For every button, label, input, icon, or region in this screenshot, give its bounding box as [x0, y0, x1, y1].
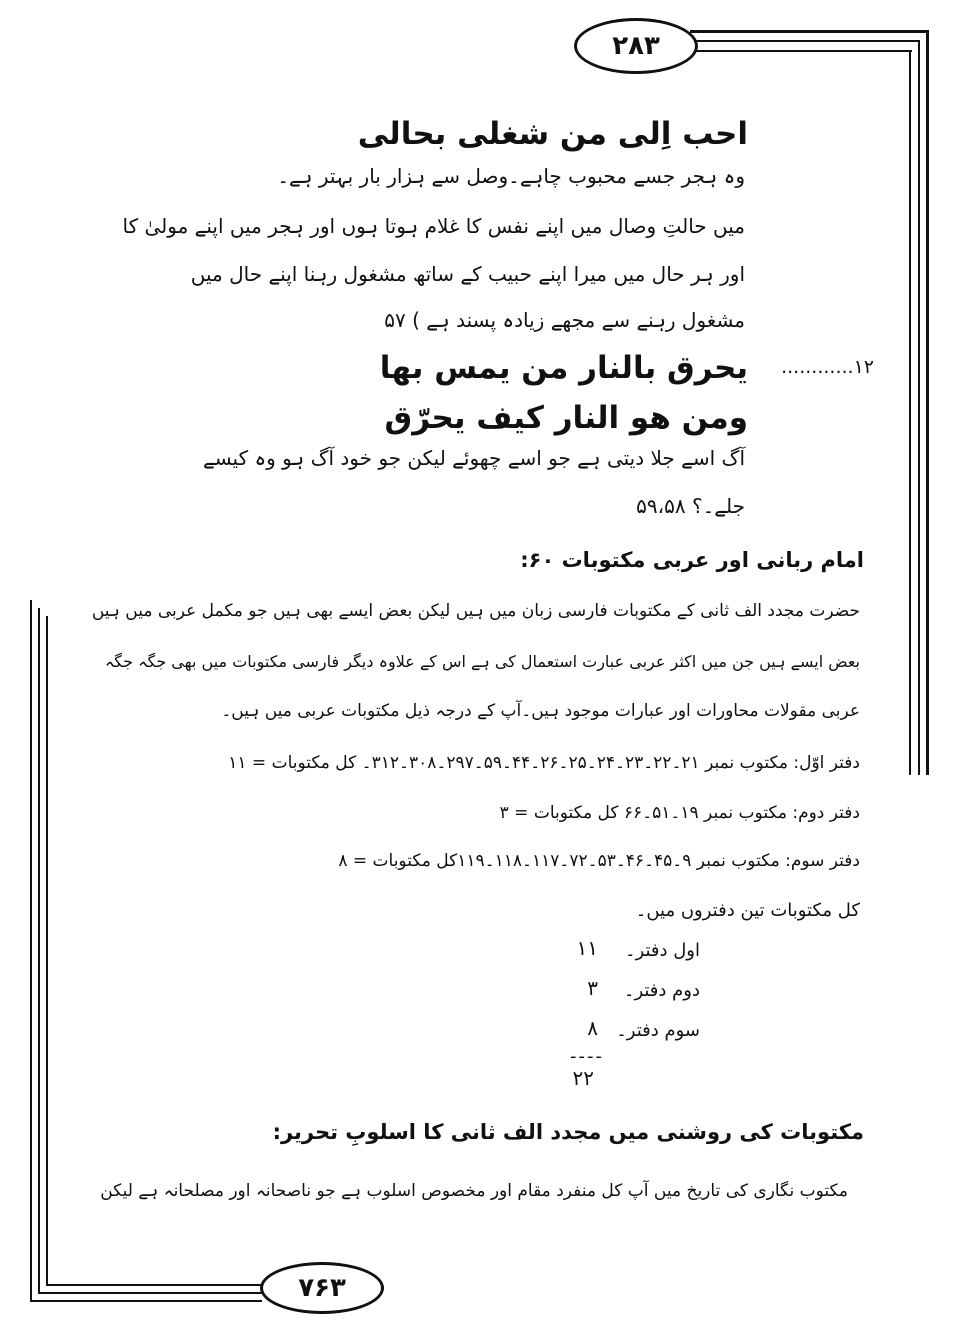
verse1-line: وہ ہجر جسے محبوب چاہے۔وصل سے ہزار بار بہتر ہے۔: [277, 164, 745, 188]
paragraph-line: حضرت مجدد الف ثانی کے مکتوبات فارسی زبان میں ہیں لیکن بعض ایسے بھی ہیں جو مکمل عربی میں ہیں: [91, 601, 860, 621]
verse1-line: مشغول رہنے سے مجھے زیادہ پسند ہے ) ۵۷: [384, 308, 745, 332]
frame-line: [918, 40, 920, 775]
verse2-arabic-line2: ومن ھو النار کیف یحرّق: [384, 400, 748, 436]
section-heading: مکتوبات کی روشنی میں مجدد الف ثانی کا اسلوبِ تحریر:: [272, 1120, 864, 1144]
verse1-line: میں حالتِ وصال میں اپنے نفس کا غلام ہوتا ہوں اور ہجر میں اپنے مولیٰ کا: [122, 214, 745, 238]
daftar-line: دفتر سوم: مکتوب نمبر ۹۔۴۵۔۴۶۔۵۳۔۷۲۔۱۱۷۔۱۱۸۔۱۱۹کل مکتوبات = ۸: [338, 851, 860, 871]
frame-line: [690, 30, 928, 33]
verse1-arabic: احب اِلی من شغلی بحالی: [357, 116, 748, 152]
daftar-line: دفتر دوم: مکتوب نمبر ۱۹۔۵۱۔۶۶ کل مکتوبات = ۳: [499, 803, 860, 823]
paragraph-line: مکتوب نگاری کی تاریخ میں آپ کل منفرد مقام اور مخصوص اسلوب ہے جو ناصحانہ اور مصلحانہ ہے لیکن: [100, 1181, 848, 1201]
frame-line: [926, 30, 929, 775]
frame-line: [690, 40, 920, 42]
page-number-bottom: ۷۶۳: [260, 1262, 384, 1314]
summary-intro: کل مکتوبات تین دفتروں میں۔: [635, 900, 860, 921]
summary-label: اول دفتر۔: [624, 940, 700, 961]
frame-line: [30, 1300, 262, 1302]
summary-count: ۱۱: [576, 936, 598, 960]
verse2-line: جلے۔؟ ۵۹،۵۸: [636, 494, 745, 518]
frame-line: [38, 1292, 262, 1294]
daftar-line: دفتر اوّل: مکتوب نمبر ۲۱۔۲۲۔۲۳۔۲۴۔۲۵۔۲۶۔۴۴۔۵۹۔۲۹۷۔۳۰۸۔۳۱۲۔ کل مکتوبات = ۱۱: [228, 753, 860, 773]
verse2-arabic-line1: یحرق بالنار من یمس بھا: [379, 350, 748, 386]
paragraph-line: بعض ایسے ہیں جن میں اکثر عربی عبارت استعمال کی ہے اس کے علاوہ دیگر فارسی مکتوبات میں بھی جگہ جگہ: [104, 652, 860, 671]
verse1-line: اور ہر حال میں میرا اپنے حبیب کے ساتھ مشغول رہنا اپنے حال میں: [190, 262, 745, 286]
summary-label: سوم دفتر۔: [616, 1020, 700, 1041]
frame-line: [46, 616, 48, 1286]
frame-line: [46, 1284, 262, 1286]
section-heading: امام ربانی اور عربی مکتوبات ۶۰:: [520, 548, 864, 572]
frame-line: [909, 50, 911, 775]
paragraph-line: عربی مقولات محاورات اور عبارات موجود ہیں۔آپ کے درجہ ذیل مکتوبات عربی میں ہیں۔: [221, 701, 860, 721]
summary-count: ۸: [587, 1016, 598, 1040]
summary-count: ۳: [587, 976, 598, 1000]
summary-label: دوم دفتر۔: [623, 980, 700, 1001]
total-rule: ----: [570, 1046, 604, 1067]
frame-line: [38, 608, 40, 1294]
verse-number: ۱۲............: [781, 356, 874, 378]
frame-line: [690, 50, 912, 52]
page-number-top: ۲۸۳: [574, 18, 698, 74]
total-count: ۲۲: [572, 1066, 594, 1090]
frame-line: [30, 600, 32, 1302]
verse2-line: آگ اسے جلا دیتی ہے جو اسے چھوئے لیکن جو خود آگ ہو وہ کیسے: [202, 446, 745, 470]
